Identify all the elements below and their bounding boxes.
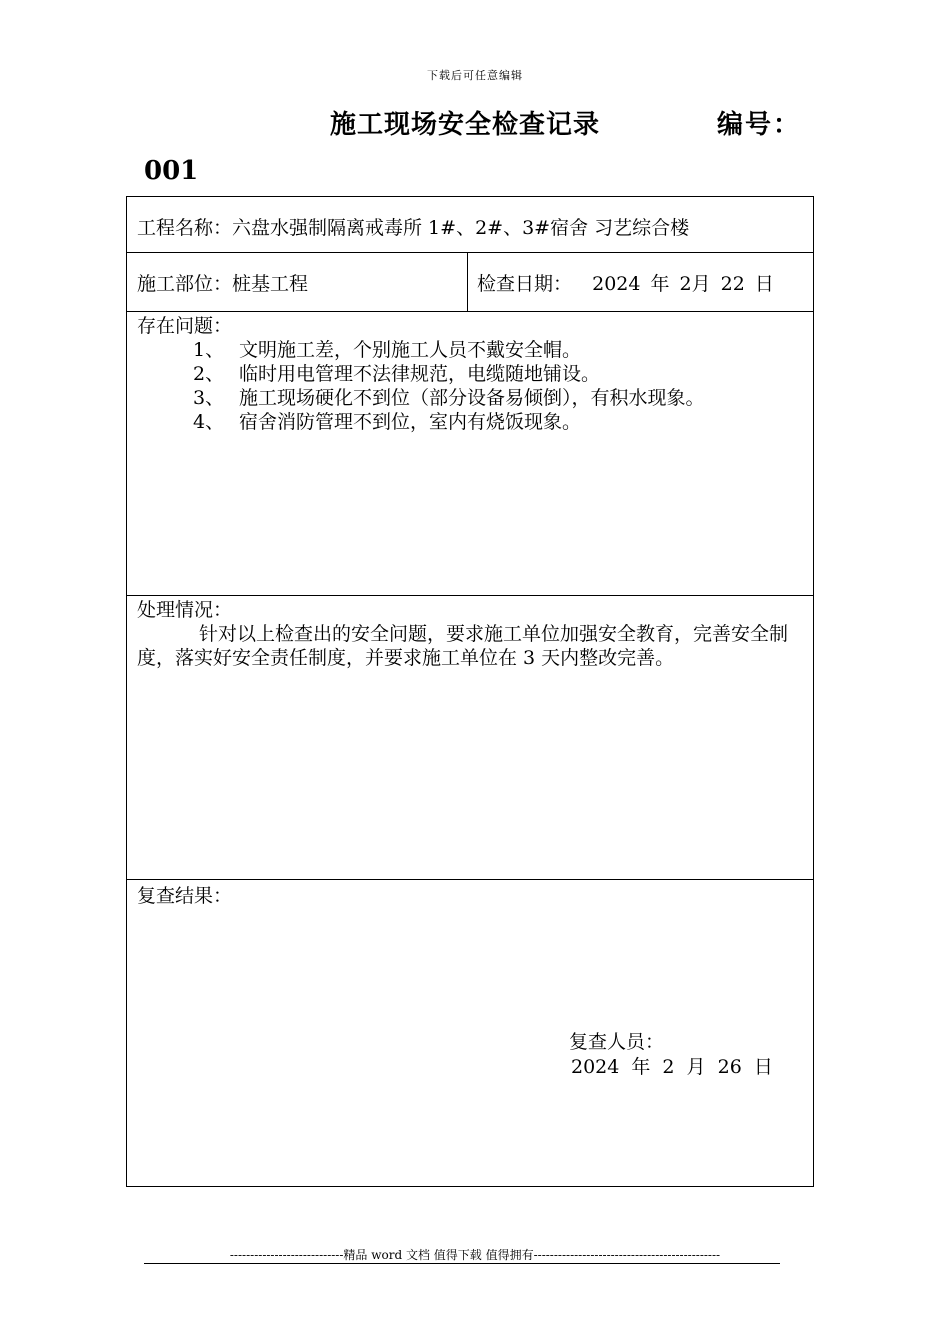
recheck-date: 2024 年 2 月 26 日	[571, 1056, 773, 1078]
handling-text: 针对以上检查出的安全问题，要求施工单位加强安全教育，完善安全制度，落实好安全责任制度，并要求施工单位在 3 天内整改完善。	[137, 623, 789, 669]
column-divider	[467, 253, 468, 311]
handling-label: 处理情况：	[137, 599, 233, 621]
recheck-section	[127, 880, 813, 1186]
page-title: 施工现场安全检查记录	[330, 110, 601, 140]
list-item	[193, 338, 705, 362]
number-value: 001	[144, 156, 199, 186]
handling-section	[127, 596, 813, 880]
site-value: 桩基工程	[232, 273, 309, 295]
item-text: 临时用电管理不法律规范，电缆随地铺设。	[239, 363, 601, 385]
item-number: 1、	[193, 339, 225, 361]
date-value: 2024 年 2月 22 日	[592, 273, 774, 295]
list-item	[193, 362, 705, 386]
date-label: 检查日期：	[477, 273, 573, 295]
list-item	[193, 410, 705, 434]
site-label: 施工部位：	[137, 273, 233, 295]
item-number: 3、	[193, 387, 225, 409]
project-label: 工程名称：	[137, 217, 233, 239]
item-number: 4、	[193, 411, 225, 433]
item-text: 文明施工差，个别施工人员不戴安全帽。	[239, 339, 582, 361]
inspection-table	[126, 196, 814, 1187]
footer-note: ----------------------------精品 word 文档 值得下载 值得拥有----------------------------------------------	[229, 1248, 721, 1262]
issues-label: 存在问题：	[137, 315, 233, 337]
number-label: 编号：	[717, 110, 802, 140]
site-date-row	[127, 253, 813, 312]
issues-list	[137, 338, 705, 434]
inspector-label: 复查人员：	[569, 1031, 665, 1053]
item-text: 宿舍消防管理不到位，室内有烧饭现象。	[239, 411, 582, 433]
project-row	[127, 197, 813, 253]
item-number: 2、	[193, 363, 225, 385]
header-note: 下载后可任意编辑	[427, 69, 523, 82]
issues-section	[127, 312, 813, 596]
footer-divider	[144, 1263, 780, 1264]
project-value: 六盘水强制隔离戒毒所 1#、2#、3#宿舍 习艺综合楼	[232, 217, 690, 239]
list-item	[193, 386, 705, 410]
recheck-label: 复查结果：	[137, 885, 233, 907]
item-text: 施工现场硬化不到位（部分设备易倾倒），有积水现象。	[239, 387, 705, 409]
